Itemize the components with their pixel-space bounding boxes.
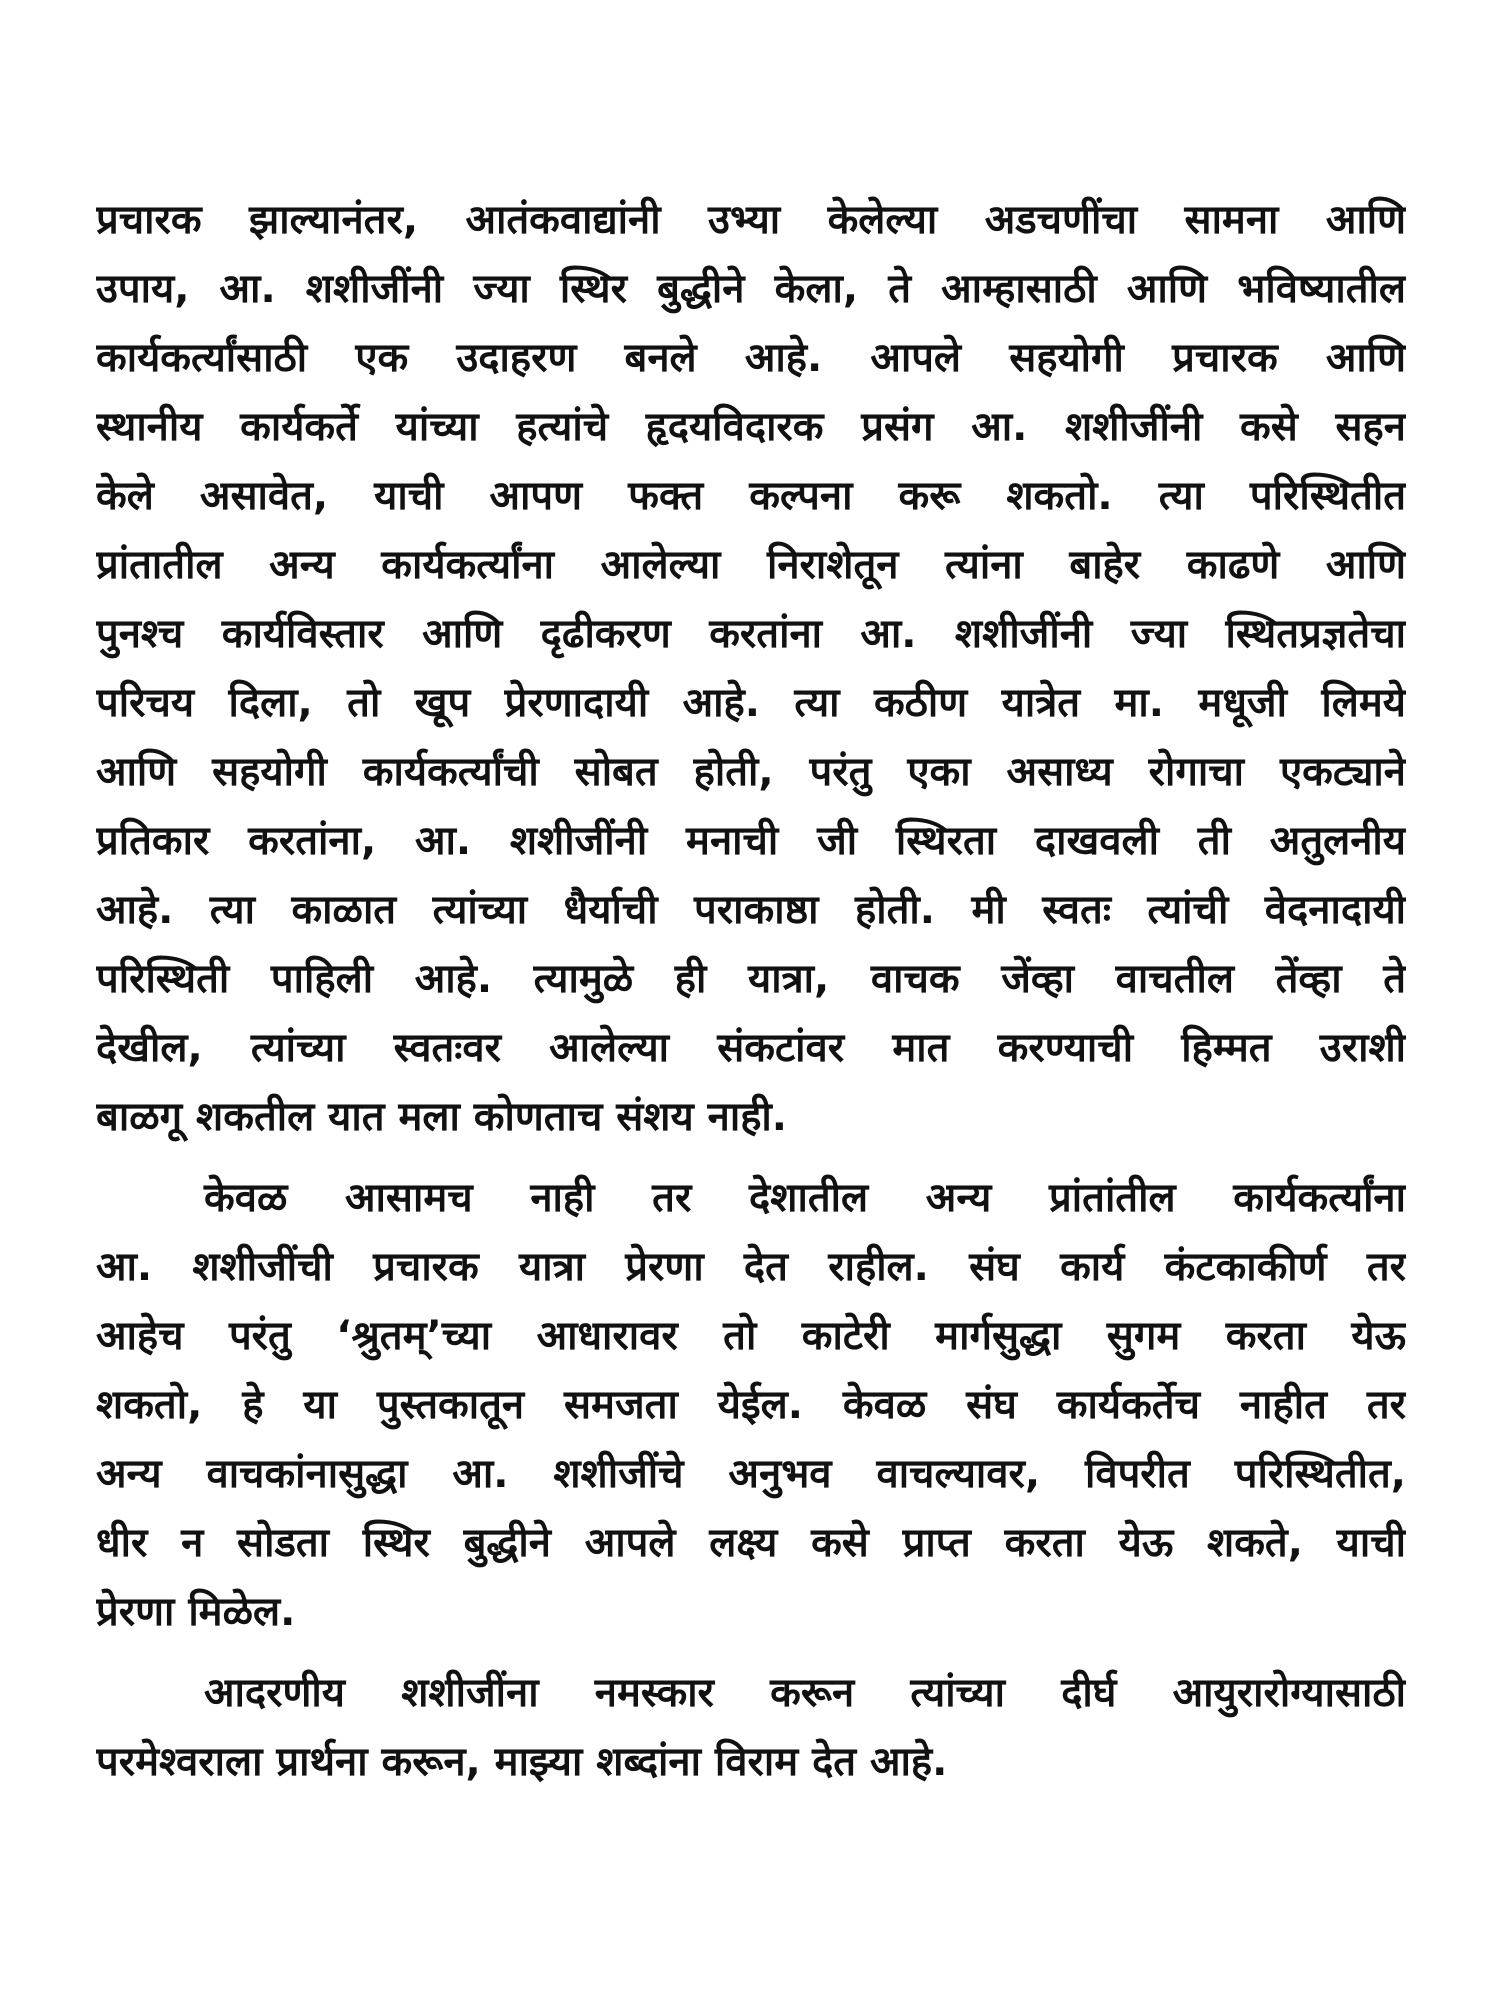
paragraph-1-line-9: आणि सहयोगी कार्यकर्त्यांची सोबत होती, परंतु एका असाध्य रोगाचा एकट्याने bbox=[96, 749, 1406, 795]
paragraph-1-line-6: प्रांतातील अन्य कार्यकर्त्यांना आलेल्या निराशेतून त्यांना बाहेर काढणे आणि bbox=[96, 542, 1406, 588]
paragraph-1-line-2: उपाय, आ. शशीजींनी ज्या स्थिर बुद्धीने केला, ते आम्हासाठी आणि भविष्यातील bbox=[96, 266, 1406, 312]
paragraph-1-line-3: कार्यकर्त्यांसाठी एक उदाहरण बनले आहे. आपले सहयोगी प्रचारक आणि bbox=[96, 335, 1406, 381]
paragraph-1-line-4: स्थानीय कार्यकर्ते यांच्या हत्यांचे हृदयविदारक प्रसंग आ. शशीजींनी कसे सहन bbox=[96, 404, 1406, 450]
paragraph-1-line-8: परिचय दिला, तो खूप प्रेरणादायी आहे. त्या कठीण यात्रेत मा. मधूजी लिमये bbox=[96, 680, 1406, 726]
paragraph-1-line-13: देखील, त्यांच्या स्वतःवर आलेल्या संकटांवर मात करण्याची हिम्मत उराशी bbox=[96, 1025, 1406, 1071]
paragraph-2-line-4: शकतो, हे या पुस्तकातून समजता येईल. केवळ संघ कार्यकर्तेच नाहीत तर bbox=[96, 1382, 1406, 1428]
paragraph-gap bbox=[96, 1152, 1406, 1164]
paragraph-1-line-1: प्रचारक झाल्यानंतर, आतंकवाद्यांनी उभ्या केलेल्या अडचणींचा सामना आणि bbox=[96, 197, 1406, 243]
paragraph-1-line-10: प्रतिकार करतांना, आ. शशीजींनी मनाची जी स्थिरता दाखवली ती अतुलनीय bbox=[96, 818, 1406, 864]
body-text bbox=[96, 186, 1406, 1797]
paragraph-1-line-12: परिस्थिती पाहिली आहे. त्यामुळे ही यात्रा, वाचक जेंव्हा वाचतील तेंव्हा ते bbox=[96, 956, 1406, 1002]
paragraph-2-line-2: आ. शशीजींची प्रचारक यात्रा प्रेरणा देत राहील. संघ कार्य कंटकाकीर्ण तर bbox=[96, 1244, 1406, 1290]
paragraph-1-line-5: केले असावेत, याची आपण फक्त कल्पना करू शकतो. त्या परिस्थितीत bbox=[96, 473, 1406, 519]
paragraph-2-line-6: धीर न सोडता स्थिर बुद्धीने आपले लक्ष्य कसे प्राप्त करता येऊ शकते, याची bbox=[96, 1520, 1406, 1566]
paragraph-2-line-7: प्रेरणा मिळेल. bbox=[96, 1589, 296, 1635]
paragraph-2-line-5: अन्य वाचकांनासुद्धा आ. शशीजींचे अनुभव वाचल्यावर, विपरीत परिस्थितीत, bbox=[96, 1451, 1406, 1497]
paragraph-2-line-3: आहेच परंतु ‘श्रुतम्’च्या आधारावर तो काटेरी मार्गसुद्धा सुगम करता येऊ bbox=[96, 1313, 1406, 1359]
paragraph-1-line-14: बाळगू शकतील यात मला कोणताच संशय नाही. bbox=[96, 1094, 787, 1140]
paragraph-3-line-1: आदरणीय शशीजींना नमस्कार करून त्यांच्या दीर्घ आयुरारोग्यासाठी bbox=[204, 1670, 1406, 1716]
paragraph-1-line-7: पुनश्च कार्यविस्तार आणि दृढीकरण करतांना आ. शशीजींनी ज्या स्थितप्रज्ञतेचा bbox=[96, 611, 1406, 657]
paragraph-3-line-2: परमेश्वराला प्रार्थना करून, माझ्या शब्दांना विराम देत आहे. bbox=[96, 1739, 948, 1785]
paragraph-1-line-11: आहे. त्या काळात त्यांच्या धैर्याची पराकाष्ठा होती. मी स्वतः त्यांची वेदनादायी bbox=[96, 887, 1406, 933]
paragraph-2-line-1: केवळ आसामच नाही तर देशातील अन्य प्रांतांतील कार्यकर्त्यांना bbox=[204, 1175, 1406, 1221]
paragraph-gap bbox=[96, 1647, 1406, 1659]
